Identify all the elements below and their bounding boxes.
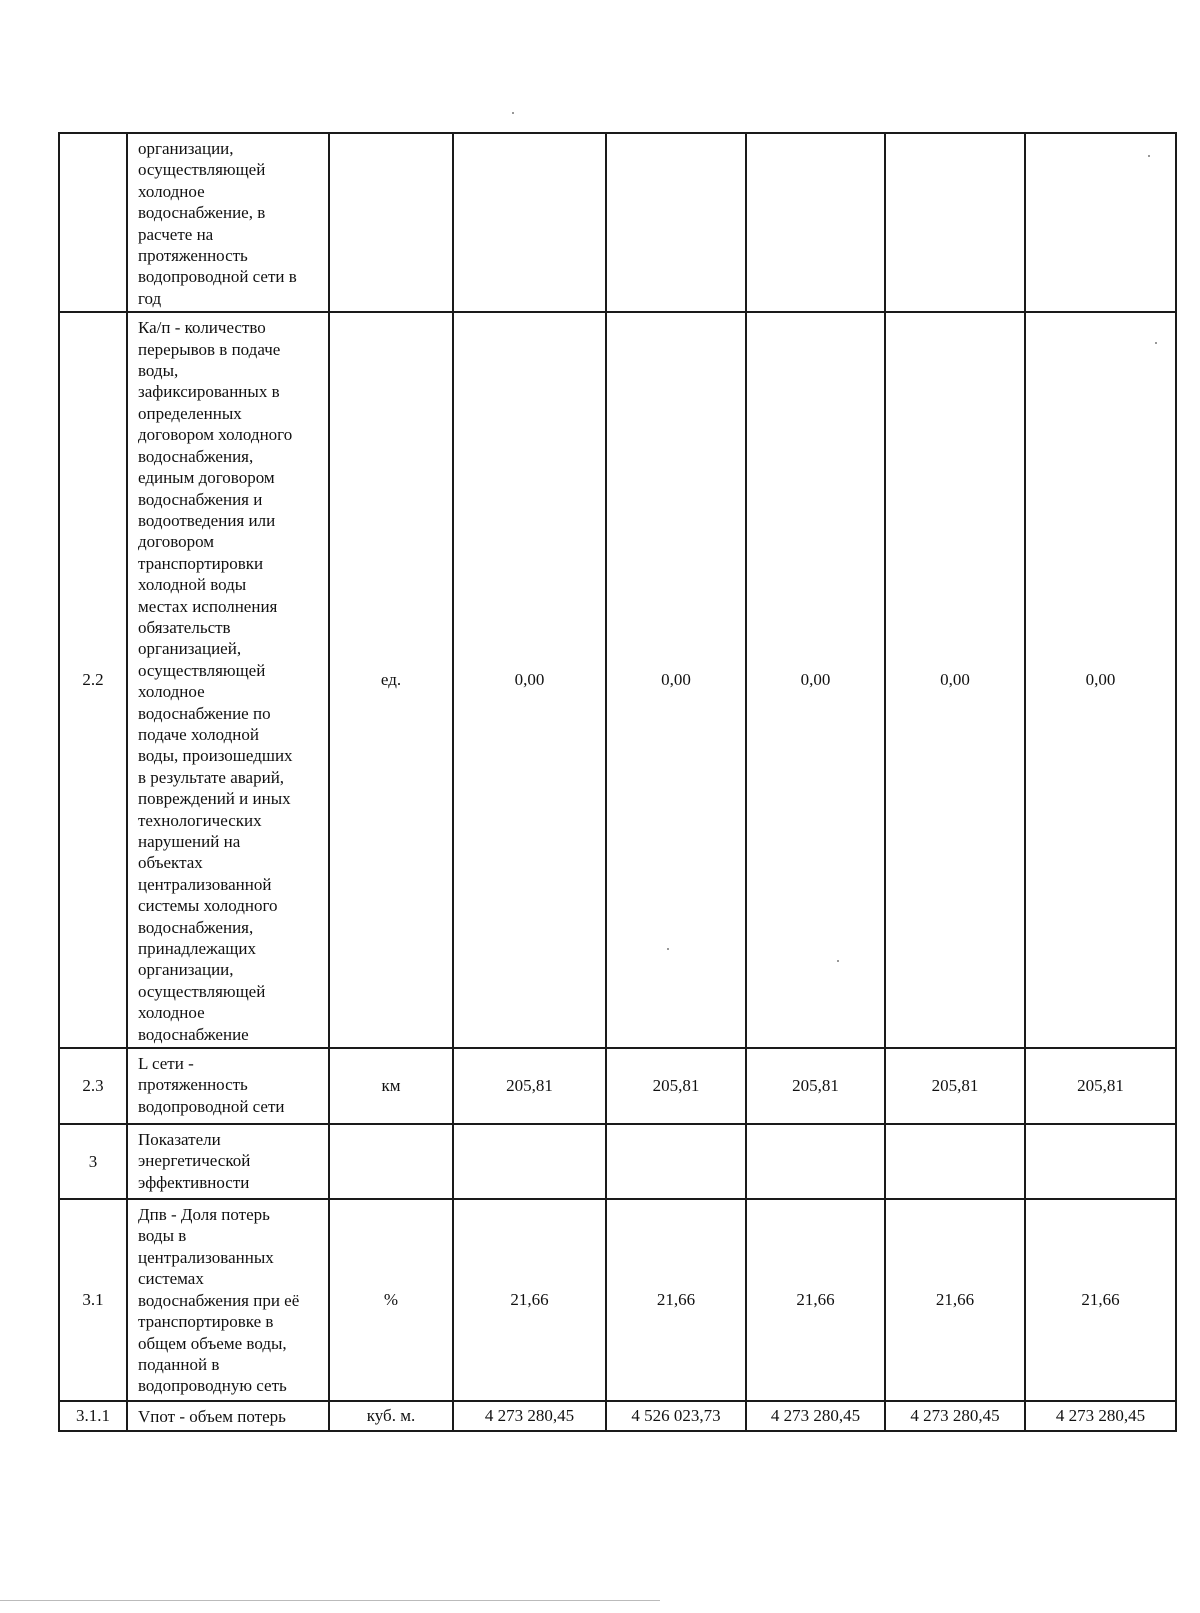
description-line: осуществляющей [138, 160, 266, 180]
description-line: Дпв - Доля потерь [138, 1205, 270, 1225]
scan-speck [512, 112, 514, 114]
value-cell: 0,00 [606, 312, 746, 1048]
description-line: холодное [138, 181, 205, 201]
value-cell [746, 133, 885, 312]
description-line: единым договором [138, 468, 275, 488]
value-cell [453, 1124, 606, 1199]
description-cell [127, 1048, 329, 1124]
description-line: водоснабжения, [138, 446, 254, 466]
table-row [59, 133, 1176, 312]
value-cell [606, 1124, 746, 1199]
description-line: воды, [138, 361, 179, 381]
description-cell [127, 1124, 329, 1199]
description-cell [127, 133, 329, 312]
description-line: централизованных [138, 1247, 274, 1267]
description-line: год [138, 288, 162, 308]
description-line: подаче холодной [138, 724, 259, 744]
scan-speck [837, 960, 839, 962]
description-line: нарушений на [138, 832, 241, 851]
value-cell [606, 133, 746, 312]
description-line: перерывов в подаче [138, 339, 281, 359]
description-line: L сети - [138, 1054, 194, 1074]
table-row [59, 1124, 1176, 1199]
value-cell: 205,81 [746, 1048, 885, 1124]
description-line: организации, [138, 960, 234, 980]
description-line: организацией, [138, 639, 242, 659]
value-cell [885, 1124, 1025, 1199]
value-cell: 205,81 [885, 1048, 1025, 1124]
description-line: договором [138, 532, 215, 552]
description-line: Vпот - объем потерь [138, 1407, 286, 1427]
value-cell: 4 273 280,45 [1025, 1401, 1176, 1431]
description-line: расчете на [138, 224, 214, 244]
indicators-table [58, 132, 1177, 1432]
row-number-cell: 3.1.1 [59, 1401, 127, 1431]
description-line: осуществляющей [138, 660, 266, 680]
description-line: энергетической [138, 1151, 251, 1171]
value-cell: 0,00 [746, 312, 885, 1048]
unit-cell: ед. [329, 312, 453, 1048]
description-line: протяженность [138, 1075, 248, 1095]
description-cell [127, 1199, 329, 1401]
description-line: водопроводной сети [138, 1096, 285, 1116]
description-cell [127, 1401, 329, 1431]
table-row [59, 1048, 1176, 1124]
description-line: Ка/п - количество [138, 318, 266, 338]
description-line: водопроводную сеть [138, 1376, 287, 1396]
description-line: водоснабжение по [138, 703, 271, 723]
description-line: транспортировке в [138, 1312, 274, 1332]
value-cell: 21,66 [885, 1199, 1025, 1401]
description-line: системах [138, 1269, 204, 1289]
description-line: организации, [138, 139, 234, 158]
description-line: обязательств [138, 617, 231, 637]
description-line: принадлежащих [138, 939, 256, 959]
description-line: водоснабжение [138, 1024, 249, 1044]
description-line: Показатели [138, 1130, 221, 1150]
description-line: водоснабжения и [138, 489, 263, 509]
row-number-cell: 3 [59, 1124, 127, 1199]
description-line: местах исполнения [138, 596, 278, 616]
unit-cell: км [329, 1048, 453, 1124]
description-line: объектах [138, 853, 203, 873]
value-cell: 4 526 023,73 [606, 1401, 746, 1431]
description-line: централизованной [138, 874, 272, 894]
value-cell: 205,81 [1025, 1048, 1176, 1124]
description-line: в результате аварий, [138, 767, 285, 787]
scan-speck [1155, 342, 1157, 344]
table-body [59, 133, 1176, 1431]
scan-speck [1148, 155, 1150, 157]
description-line: водоснабжения при её [138, 1290, 300, 1310]
description-cell [127, 312, 329, 1048]
table-row [59, 1401, 1176, 1431]
row-number-cell: 2.3 [59, 1048, 127, 1124]
value-cell [746, 1124, 885, 1199]
description-line: определенных [138, 403, 242, 423]
description-line: транспортировки [138, 553, 264, 573]
value-cell: 0,00 [885, 312, 1025, 1048]
value-cell: 21,66 [453, 1199, 606, 1401]
value-cell: 205,81 [453, 1048, 606, 1124]
description-line: холодной воды [138, 575, 247, 595]
value-cell: 0,00 [1025, 312, 1176, 1048]
value-cell: 21,66 [746, 1199, 885, 1401]
unit-cell: куб. м. [329, 1401, 453, 1431]
unit-cell: % [329, 1199, 453, 1401]
description-line: повреждений и иных [138, 789, 291, 809]
value-cell: 4 273 280,45 [746, 1401, 885, 1431]
description-line: осуществляющей [138, 981, 266, 1001]
value-cell: 205,81 [606, 1048, 746, 1124]
value-cell: 21,66 [606, 1199, 746, 1401]
description-line: эффективности [138, 1172, 250, 1192]
description-line: зафиксированных в [138, 382, 280, 402]
description-line: договором холодного [138, 425, 293, 445]
description-line: водопроводной сети в [138, 267, 297, 287]
scan-speck [667, 948, 669, 950]
description-line: поданной в [138, 1354, 220, 1374]
row-number-cell: 2.2 [59, 312, 127, 1048]
unit-cell [329, 133, 453, 312]
description-line: системы холодного [138, 896, 278, 916]
description-line: водоснабжение, в [138, 203, 266, 223]
row-number-cell: 3.1 [59, 1199, 127, 1401]
description-line: воды, произошедших [138, 746, 293, 766]
table-row [59, 1199, 1176, 1401]
table-row [59, 312, 1176, 1048]
scan-edge-line [0, 1600, 660, 1601]
description-line: воды в [138, 1226, 187, 1246]
value-cell: 0,00 [453, 312, 606, 1048]
value-cell: 4 273 280,45 [453, 1401, 606, 1431]
value-cell [1025, 133, 1176, 312]
unit-cell [329, 1124, 453, 1199]
description-line: водоснабжения, [138, 917, 254, 937]
description-line: холодное [138, 1003, 205, 1023]
row-number-cell [59, 133, 127, 312]
value-cell [453, 133, 606, 312]
description-line: протяженность [138, 246, 248, 266]
value-cell: 4 273 280,45 [885, 1401, 1025, 1431]
value-cell [885, 133, 1025, 312]
value-cell [1025, 1124, 1176, 1199]
value-cell: 21,66 [1025, 1199, 1176, 1401]
description-line: технологических [138, 810, 262, 830]
description-line: холодное [138, 682, 205, 702]
description-line: общем объеме воды, [138, 1333, 287, 1353]
description-line: водоотведения или [138, 510, 276, 530]
